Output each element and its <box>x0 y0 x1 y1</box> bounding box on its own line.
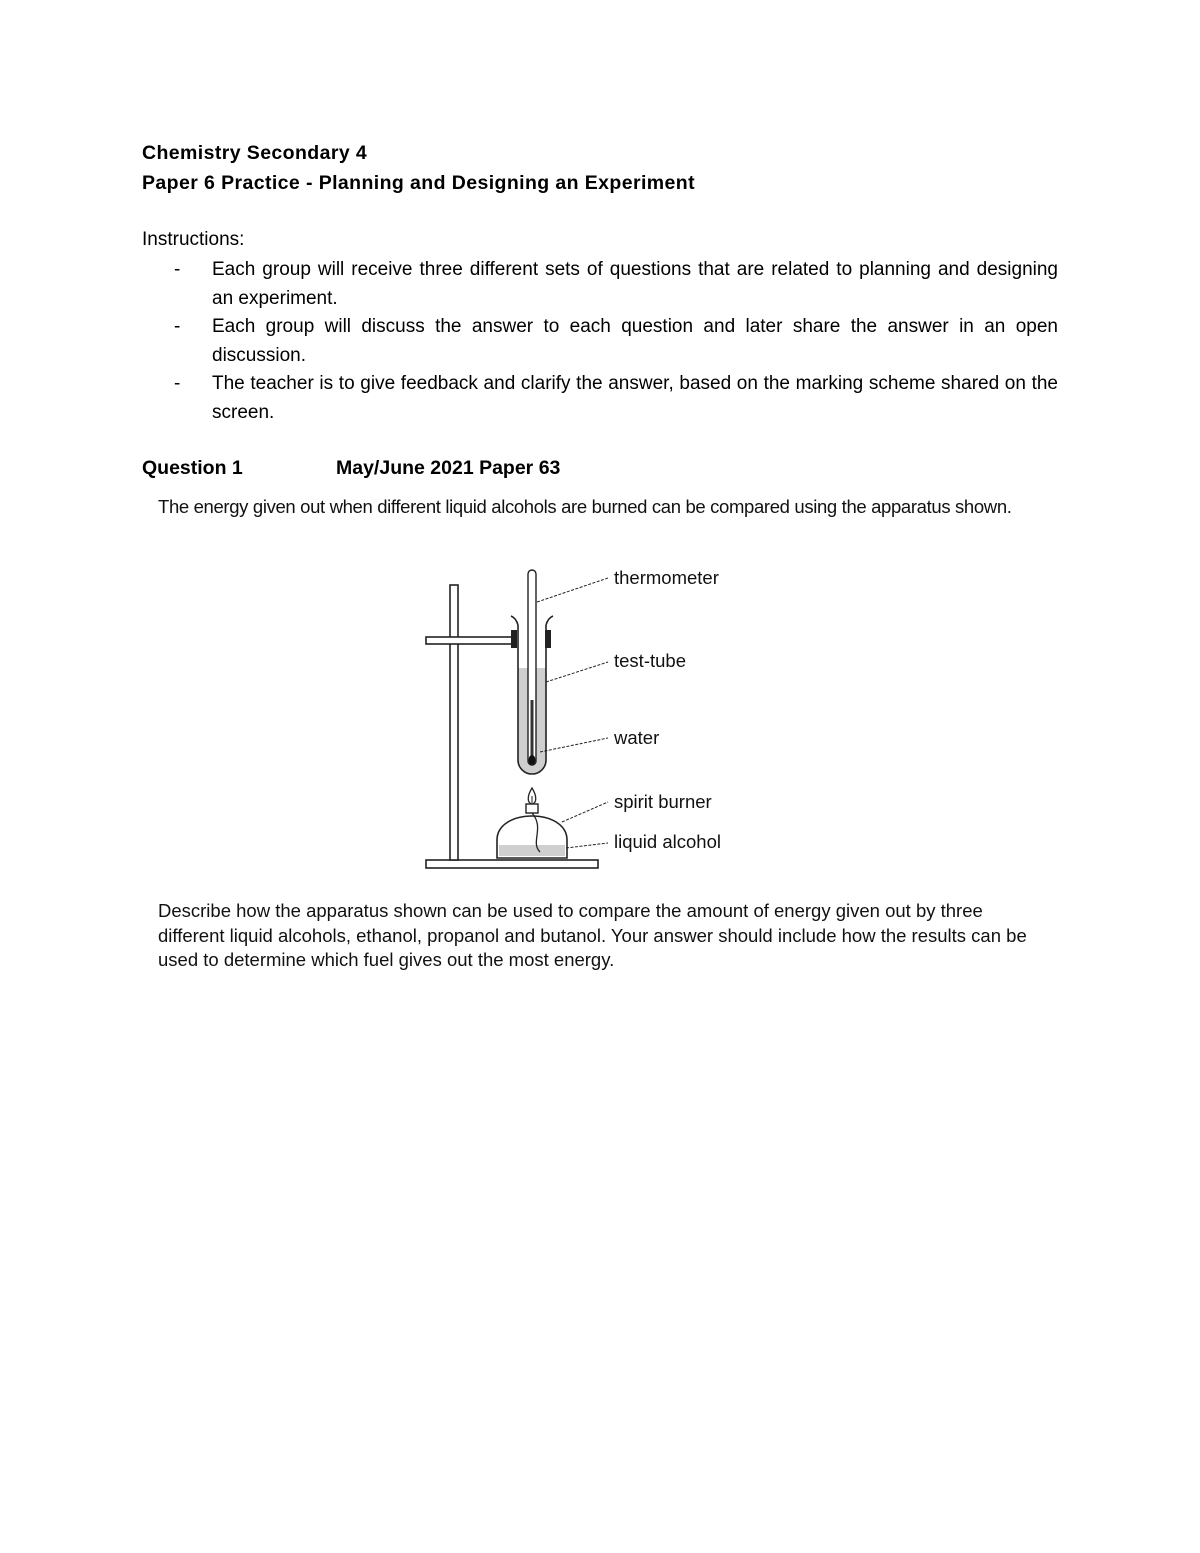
course-title: Chemistry Secondary 4 <box>142 142 368 164</box>
thermometer-bulb <box>529 755 536 765</box>
clamp-arm <box>426 637 514 644</box>
apparatus-diagram <box>400 555 760 875</box>
instruction-item: - Each group will receive three different sets of questions that are related to planning and designing an experiment. <box>142 256 1058 313</box>
question-task: Describe how the apparatus shown can be used to compare the amount of energy given out by three different liquid alcohols, ethanol, propanol and butanol. Your answer should include how the results can be used to determine which fuel gives out the most energy. <box>158 900 1027 970</box>
question-intro: The energy given out when different liquid alcohols are burned can be compared using the apparatus shown. <box>158 496 1012 517</box>
stand-rod <box>450 585 458 860</box>
dash-bullet: - <box>174 316 181 337</box>
dash-bullet: - <box>174 373 181 394</box>
label-test-tube: test-tube <box>614 650 686 671</box>
liquid-alcohol <box>499 845 565 856</box>
question-label: Question 1 <box>142 457 243 479</box>
dash-bullet: - <box>174 259 181 280</box>
label-liquid-alcohol: liquid alcohol <box>614 831 721 852</box>
instruction-item: - The teacher is to give feedback and clarify the answer, based on the marking scheme shared on the screen. <box>142 370 1058 427</box>
clamp-jaw-left <box>511 630 517 648</box>
label-spirit-burner: spirit burner <box>614 791 712 812</box>
instructions-label: Instructions: <box>142 229 245 250</box>
label-thermometer: thermometer <box>614 567 719 588</box>
question-source: May/June 2021 Paper 63 <box>336 457 561 479</box>
paper-title: Paper 6 Practice - Planning and Designing an Experiment <box>142 172 695 194</box>
instructions-list <box>142 256 1058 427</box>
label-water: water <box>614 727 660 748</box>
instruction-item: - Each group will discuss the answer to each question and later share the answer in an open discussion. <box>142 313 1058 370</box>
stand-base <box>426 860 598 868</box>
